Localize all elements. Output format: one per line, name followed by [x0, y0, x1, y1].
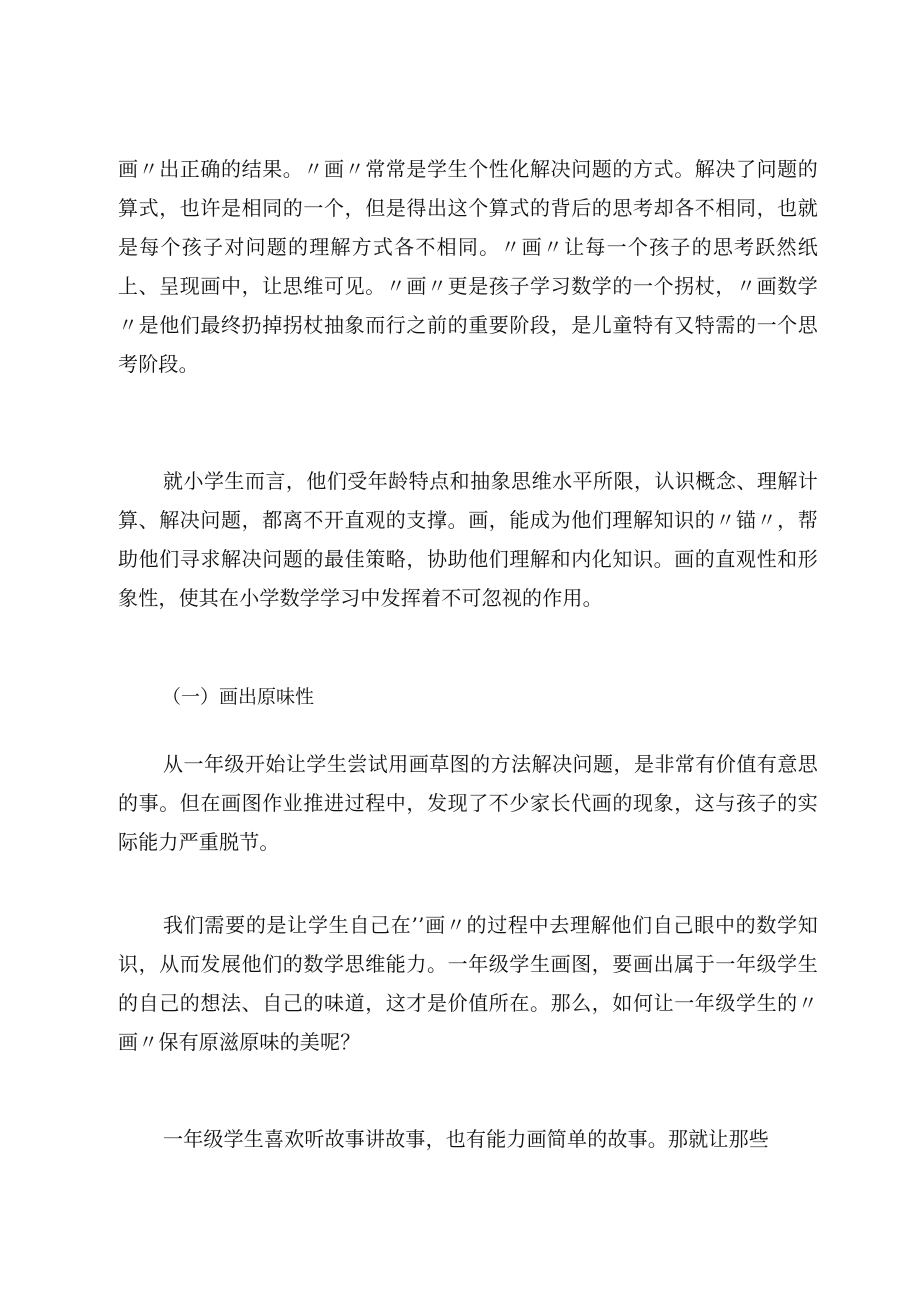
paragraph: 从一年级开始让学生尝试用画草图的方法解决问题，是非常有价值有意思的事。但在画图作业推进过程中，发现了不少家长代画的现象，这与孩子的实际能力严重脱节。 [118, 752, 818, 854]
section-heading: （一）画出原味性 [162, 686, 315, 708]
paragraph: 我们需要的是让学生自己在’’画〃的过程中去理解他们自己眼中的数学知识，从而发展他们的数学思维能力。一年级学生画图，要画出属于一年级学生的自己的想法、自己的味道，这才是价值所在。那么，如何让一年级学生的〃画〃保有原滋原味的美呢？ [118, 913, 818, 1054]
paragraph: 就小学生而言，他们受年龄特点和抽象思维水平所限，认识概念、理解计算、解决问题，都离不开直观的支撑。画，能成为他们理解知识的〃锚〃，帮助他们寻求解决问题的最佳策略，协助他们理解和内化知识。画的直观性和形象性，使其在小学数学学习中发挥着不可忽视的作用。 [118, 469, 818, 610]
paragraph-continued: 画〃出正确的结果。〃画〃常常是学生个性化解决问题的方式。解决了问题的算式，也许是相同的一个，但是得出这个算式的背后的思考却各不相同，也就是每个孩子对问题的理解方式各不相同。〃画〃让每一个孩子的思考跃然纸上、呈现画中，让思维可见。〃画〃更是孩子学习数学的一个拐杖，〃画数学〃是他们最终扔掉拐杖抽象而行之前的重要阶段，是儿童特有又特需的一个思考阶段。 [118, 157, 818, 376]
paragraph: 一年级学生喜欢听故事讲故事，也有能力画简单的故事。那就让那些 [163, 1127, 769, 1151]
